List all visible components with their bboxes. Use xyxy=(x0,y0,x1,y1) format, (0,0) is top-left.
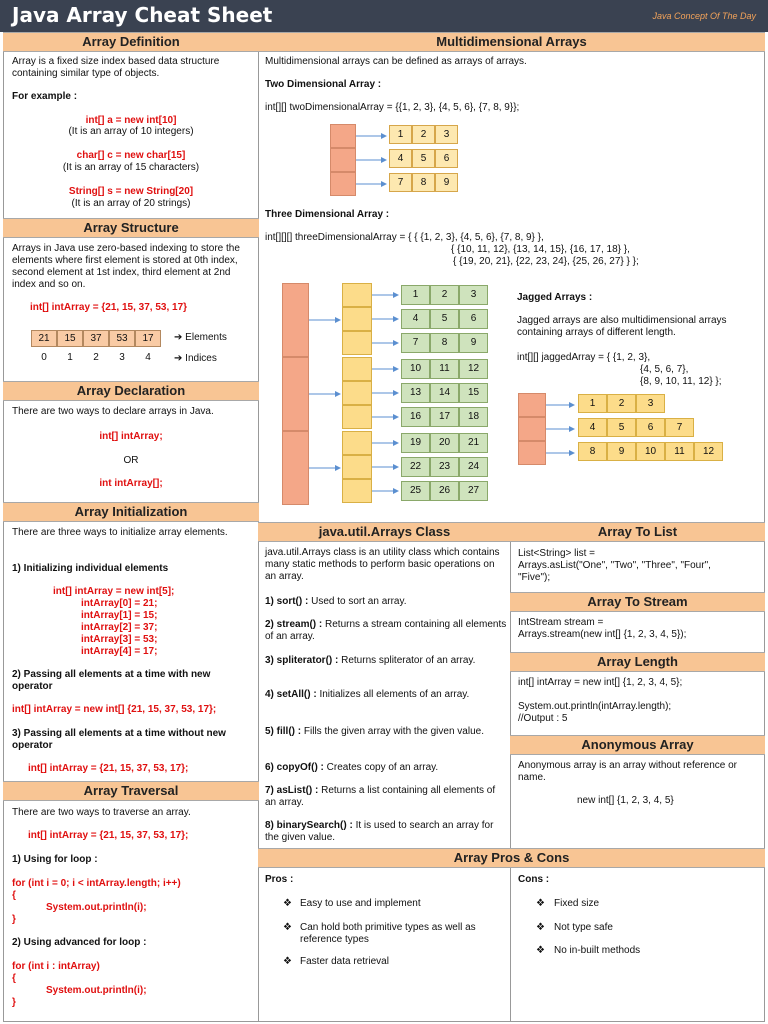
init-code-line: intArray[3] = 53; xyxy=(81,634,158,645)
declaration-or: OR xyxy=(123,455,139,466)
declaration-code-1: int[] intArray; xyxy=(99,431,163,442)
section-title-length: Array Length xyxy=(510,652,765,672)
element-cell: 53 xyxy=(109,330,135,347)
anonymous-code: new int[] {1, 2, 3, 4, 5} xyxy=(577,795,674,806)
method-desc: It is used to search an array for the given value. xyxy=(265,820,494,843)
array-cell: 26 xyxy=(430,481,459,501)
array-cell: 8 xyxy=(412,173,435,192)
array-cell: 1 xyxy=(578,394,607,413)
adv-loop-line: for (int i : intArray) xyxy=(12,961,100,972)
method-name: 8) binarySearch() : xyxy=(265,820,356,831)
method-name: 3) spliterator() : xyxy=(265,655,342,666)
middle-array-slot xyxy=(342,283,372,307)
array-cell: 16 xyxy=(401,407,430,427)
for-example-label: For example : xyxy=(12,91,78,102)
array-cell: 9 xyxy=(435,173,458,192)
index-label: 0 xyxy=(41,352,47,363)
array-cell: 14 xyxy=(430,383,459,403)
initialization-text: There are three ways to initialize array elements. xyxy=(12,527,228,538)
section-title-anonymous: Anonymous Array xyxy=(510,735,765,755)
outer-array-slot xyxy=(330,148,356,172)
two-dim-code: int[][] twoDimensionalArray = {{1, 2, 3}, {4, 5, 6}, {7, 8, 9}}; xyxy=(265,102,520,113)
array-cell: 1 xyxy=(401,285,430,305)
array-cell: 3 xyxy=(636,394,665,413)
bullet-icon: ❖ xyxy=(283,922,292,933)
outer-array-slot xyxy=(282,283,309,357)
bullet-icon: ❖ xyxy=(283,898,292,909)
array-cell: 9 xyxy=(607,442,636,461)
length-code: System.out.println(intArray.length); xyxy=(518,701,672,712)
con-item: No in-built methods xyxy=(554,945,641,956)
elements-label-text: Elements xyxy=(185,332,227,343)
method-desc: Returns spliterator of an array. xyxy=(341,655,476,666)
method-desc: Initializes all elements of an array. xyxy=(319,689,470,700)
section-title-traversal: Array Traversal xyxy=(3,781,259,801)
traversal-heading-2: 2) Using advanced for loop : xyxy=(12,937,147,948)
bullet-icon: ❖ xyxy=(536,898,545,909)
pro-item: Can hold both primitive types as well as reference types xyxy=(300,922,476,945)
outer-array-slot xyxy=(282,431,309,505)
jagged-text: Jagged arrays are also multidimensional arrays containing arrays of different length. xyxy=(517,315,727,338)
array-cell: 2 xyxy=(607,394,636,413)
middle-array-slot xyxy=(342,331,372,355)
structure-text: Arrays in Java use zero-based indexing to store the elements where first element is stored at 0th index, second element at 1st index, third element at 2nd index and so on. xyxy=(12,243,240,290)
length-code: //Output : 5 xyxy=(518,713,568,724)
index-label: 2 xyxy=(93,352,99,363)
outer-array-slot xyxy=(518,441,546,465)
array-cell: 10 xyxy=(636,442,665,461)
cons-label: Cons : xyxy=(518,874,550,885)
three-dim-code-line: { {10, 11, 12}, {13, 14, 15}, {16, 17, 18} }, xyxy=(451,244,630,255)
array-cell: 7 xyxy=(401,333,430,353)
array-cell: 8 xyxy=(430,333,459,353)
method-name: 4) setAll() : xyxy=(265,689,320,700)
outer-array-slot xyxy=(518,393,546,417)
pros-cons-divider xyxy=(510,868,511,1021)
jagged-title: Jagged Arrays : xyxy=(517,292,593,303)
to-stream-code: IntStream stream = xyxy=(518,617,604,628)
element-cell: 15 xyxy=(57,330,83,347)
example-code: char[] c = new char[15] xyxy=(76,150,186,161)
method-item xyxy=(265,689,507,701)
page-title: Java Array Cheat Sheet xyxy=(12,3,273,27)
to-list-code: Arrays.asList("One", "Two", "Three", "Four", xyxy=(518,560,711,571)
method-item xyxy=(265,596,507,608)
init-code-line: int[] intArray = new int[5]; xyxy=(53,586,175,597)
index-label: 3 xyxy=(119,352,125,363)
index-label: 4 xyxy=(145,352,151,363)
middle-array-slot xyxy=(342,431,372,455)
array-cell: 13 xyxy=(401,383,430,403)
init-code-line: intArray[0] = 21; xyxy=(81,598,158,609)
array-cell: 23 xyxy=(430,457,459,477)
traversal-text: There are two ways to traverse an array. xyxy=(12,807,191,818)
definition-text: Array is a fixed size index based data structure containing similar type of objects. xyxy=(12,56,220,79)
anonymous-text: Anonymous array is an array without reference or name. xyxy=(518,760,737,783)
method-item xyxy=(265,726,507,738)
array-cell: 5 xyxy=(607,418,636,437)
method-desc: Used to sort an array. xyxy=(311,596,407,607)
array-cell: 3 xyxy=(459,285,488,305)
middle-array-slot xyxy=(342,405,372,429)
three-dim-code-line: { {19, 20, 21}, {22, 23, 24}, {25, 26, 27} } }; xyxy=(453,256,639,267)
example-note: (It is an array of 20 strings) xyxy=(71,198,191,209)
structure-code: int[] intArray = {21, 15, 37, 53, 17} xyxy=(30,302,188,313)
for-loop-line: { xyxy=(12,890,16,901)
method-desc: Returns a list containing all elements of an array. xyxy=(265,785,496,808)
middle-array-slot xyxy=(342,357,372,381)
array-cell: 7 xyxy=(665,418,694,437)
method-item xyxy=(265,655,507,667)
outer-array-slot xyxy=(518,417,546,441)
array-cell: 25 xyxy=(401,481,430,501)
jagged-code-line: {4, 5, 6, 7}, xyxy=(640,364,689,375)
array-cell: 12 xyxy=(694,442,723,461)
to-list-code: "Five"); xyxy=(518,572,551,583)
array-cell: 4 xyxy=(578,418,607,437)
array-cell: 4 xyxy=(389,149,412,168)
bullet-icon: ❖ xyxy=(536,922,545,933)
pros-label: Pros : xyxy=(265,874,294,885)
init-code-2: int[] intArray = new int[] {21, 15, 37, 53, 17}; xyxy=(12,704,217,715)
array-cell: 27 xyxy=(459,481,488,501)
method-name: 6) copyOf() : xyxy=(265,762,327,773)
declaration-code-2: int intArray[]; xyxy=(99,478,163,489)
method-item xyxy=(265,762,507,774)
method-item xyxy=(265,785,507,809)
init-code-line: intArray[1] = 15; xyxy=(81,610,158,621)
multi-text: Multidimensional arrays can be defined as arrays of arrays. xyxy=(265,56,527,67)
method-name: 2) stream() : xyxy=(265,619,326,630)
adv-loop-line: } xyxy=(12,997,16,1008)
section-title-pros-cons: Array Pros & Cons xyxy=(258,848,765,868)
adv-loop-line: System.out.println(i); xyxy=(46,985,147,996)
method-desc: Fills the given array with the given value. xyxy=(303,726,484,737)
pro-item: Faster data retrieval xyxy=(300,956,389,967)
method-name: 1) sort() : xyxy=(265,596,312,607)
traversal-code: int[] intArray = {21, 15, 37, 53, 17}; xyxy=(28,830,189,841)
array-cell: 12 xyxy=(459,359,488,379)
jagged-code-line: int[][] jaggedArray = { {1, 2, 3}, xyxy=(517,352,651,363)
middle-array-slot xyxy=(342,479,372,503)
array-cell: 4 xyxy=(401,309,430,329)
example-note: (It is an array of 10 integers) xyxy=(68,126,194,137)
method-desc: Creates copy of an array. xyxy=(326,762,439,773)
pro-item: Easy to use and implement xyxy=(300,898,421,909)
section-title-to-stream: Array To Stream xyxy=(510,592,765,612)
section-title-multidimensional: Multidimensional Arrays xyxy=(258,32,765,52)
method-desc: Returns a stream containing all elements of an array. xyxy=(265,619,507,642)
example-code: String[] s = new String[20] xyxy=(68,186,194,197)
init-code-line: intArray[4] = 17; xyxy=(81,646,158,657)
three-dim-code-line: int[][][] threeDimensionalArray = { { {1, 2, 3}, {4, 5, 6}, {7, 8, 9} }, xyxy=(265,232,544,243)
method-name: 7) asList() : xyxy=(265,785,322,796)
indices-label-text: Indices xyxy=(185,353,217,364)
section-title-to-list: Array To List xyxy=(510,522,765,542)
outer-array-slot xyxy=(282,357,309,431)
bullet-icon: ❖ xyxy=(283,956,292,967)
array-cell: 20 xyxy=(430,433,459,453)
traversal-heading-1: 1) Using for loop : xyxy=(12,854,98,865)
section-title-initialization: Array Initialization xyxy=(3,502,259,522)
index-label: 1 xyxy=(67,352,73,363)
example-code: int[] a = new int[10] xyxy=(85,115,177,126)
init-code-line: intArray[2] = 37; xyxy=(81,622,158,633)
element-cell: 21 xyxy=(31,330,57,347)
array-cell: 15 xyxy=(459,383,488,403)
array-cell: 11 xyxy=(430,359,459,379)
init-code-3: int[] intArray = {21, 15, 37, 53, 17}; xyxy=(28,763,189,774)
array-cell: 19 xyxy=(401,433,430,453)
adv-loop-line: { xyxy=(12,973,16,984)
array-cell: 24 xyxy=(459,457,488,477)
array-cell: 9 xyxy=(459,333,488,353)
array-cell: 6 xyxy=(459,309,488,329)
length-code: int[] intArray = new int[] {1, 2, 3, 4, 5}; xyxy=(518,677,683,688)
array-cell: 8 xyxy=(578,442,607,461)
array-cell: 5 xyxy=(430,309,459,329)
arrays-class-text: java.util.Arrays class is an utility class which contains many static methods to perform basic operations on an array. xyxy=(265,547,500,582)
middle-array-slot xyxy=(342,455,372,479)
two-dim-title: Two Dimensional Array : xyxy=(265,79,382,90)
array-cell: 2 xyxy=(430,285,459,305)
jagged-code-line: {8, 9, 10, 11, 12} }; xyxy=(640,376,722,387)
array-cell: 10 xyxy=(401,359,430,379)
page-subtitle: Java Concept Of The Day xyxy=(652,11,756,21)
middle-array-slot xyxy=(342,381,372,405)
init-heading-2: 2) Passing all elements at a time with new operator xyxy=(12,669,211,692)
example-note: (It is an array of 15 characters) xyxy=(62,162,200,173)
outer-array-slot xyxy=(330,172,356,196)
array-cell: 5 xyxy=(412,149,435,168)
for-loop-line: System.out.println(i); xyxy=(46,902,147,913)
middle-array-slot xyxy=(342,307,372,331)
array-cell: 17 xyxy=(430,407,459,427)
array-cell: 2 xyxy=(412,125,435,144)
array-cell: 21 xyxy=(459,433,488,453)
array-cell: 7 xyxy=(389,173,412,192)
array-cell: 6 xyxy=(636,418,665,437)
element-cell: 37 xyxy=(83,330,109,347)
section-title-structure: Array Structure xyxy=(3,218,259,238)
array-cell: 22 xyxy=(401,457,430,477)
init-heading-3: 3) Passing all elements at a time without new operator xyxy=(12,728,226,751)
array-cell: 1 xyxy=(389,125,412,144)
array-cell: 3 xyxy=(435,125,458,144)
init-heading-1: 1) Initializing individual elements xyxy=(12,563,169,574)
method-item xyxy=(265,619,507,643)
section-title-definition: Array Definition xyxy=(3,32,259,52)
for-loop-line: for (int i = 0; i < intArray.length; i++) xyxy=(12,878,181,889)
con-item: Fixed size xyxy=(554,898,600,909)
element-cell: 17 xyxy=(135,330,161,347)
three-dim-title: Three Dimensional Array : xyxy=(265,209,390,220)
to-list-code: List<String> list = xyxy=(518,548,595,559)
section-title-declaration: Array Declaration xyxy=(3,381,259,401)
bullet-icon: ❖ xyxy=(536,945,545,956)
to-stream-code: Arrays.stream(new int[] {1, 2, 3, 4, 5}); xyxy=(518,629,687,640)
declaration-text: There are two ways to declare arrays in Java. xyxy=(12,406,214,417)
for-loop-line: } xyxy=(12,914,16,925)
array-cell: 18 xyxy=(459,407,488,427)
outer-array-slot xyxy=(330,124,356,148)
elements-label: ➔ Elements xyxy=(174,332,227,343)
section-title-arrays-class: java.util.Arrays Class xyxy=(258,522,511,542)
method-item xyxy=(265,820,507,844)
indices-label: ➔ Indices xyxy=(174,353,217,364)
array-cell: 6 xyxy=(435,149,458,168)
con-item: Not type safe xyxy=(554,922,613,933)
array-cell: 11 xyxy=(665,442,694,461)
method-name: 5) fill() : xyxy=(265,726,304,737)
